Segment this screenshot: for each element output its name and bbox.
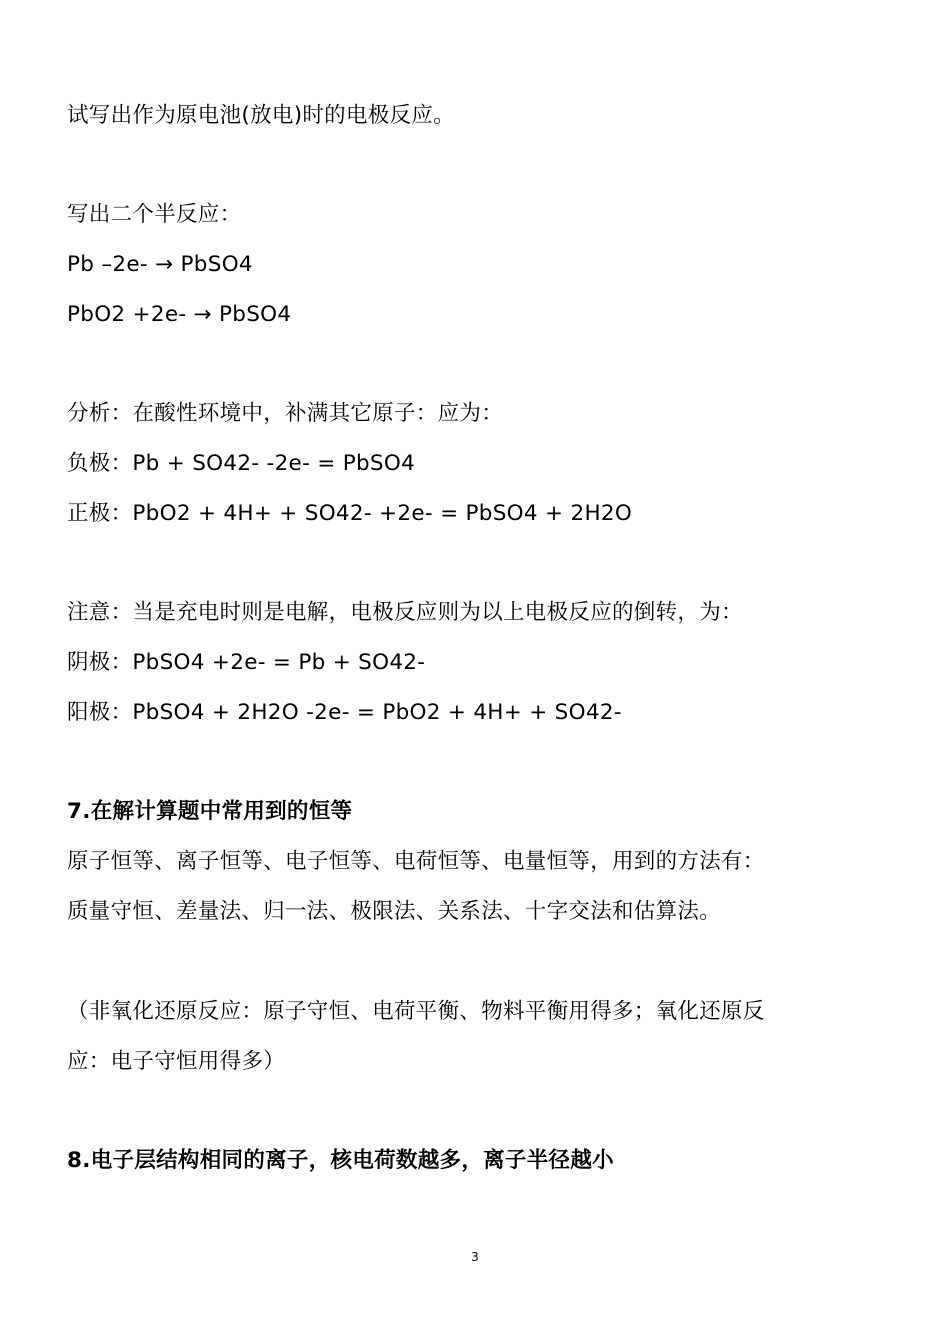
cathode-reaction: 阴极：PbSO4 +2e- = Pb + SO42- <box>67 650 426 675</box>
section-7-parenthetical-2: 应：电子守恒用得多） <box>67 1049 286 1074</box>
section-7-line-2: 质量守恒、差量法、归一法、极限法、关系法、十字交法和估算法。 <box>67 899 722 924</box>
section-7-heading: 7.在解计算题中常用到的恒等 <box>67 799 353 824</box>
half-reactions-title: 写出二个半反应： <box>67 202 242 227</box>
analysis-title: 分析：在酸性环境中，补满其它原子：应为： <box>67 401 504 426</box>
section-8-heading: 8.电子层结构相同的离子，核电荷数越多，离子半径越小 <box>67 1148 614 1173</box>
section-7-parenthetical-1: （非氧化还原反应：原子守恒、电荷平衡、物料平衡用得多；氧化还原反 <box>67 999 765 1024</box>
page-number: 3 <box>471 1250 479 1264</box>
half-reaction-1: Pb –2e- → PbSO4 <box>67 252 253 277</box>
note-title: 注意：当是充电时则是电解，电极反应则为以上电极反应的倒转，为： <box>67 600 743 625</box>
positive-electrode-reaction: 正极：PbO2 + 4H+ + SO42- +2e- = PbSO4 + 2H2O <box>67 501 633 526</box>
anode-reaction: 阳极：PbSO4 + 2H2O -2e- = PbO2 + 4H+ + SO42- <box>67 700 622 725</box>
question-text: 试写出作为原电池(放电)时的电极反应。 <box>67 103 455 128</box>
section-7-line-1: 原子恒等、离子恒等、电子恒等、电荷恒等、电量恒等，用到的方法有： <box>67 849 765 874</box>
negative-electrode-reaction: 负极：Pb + SO42- -2e- = PbSO4 <box>67 451 416 476</box>
half-reaction-2: PbO2 +2e- → PbSO4 <box>67 302 292 327</box>
